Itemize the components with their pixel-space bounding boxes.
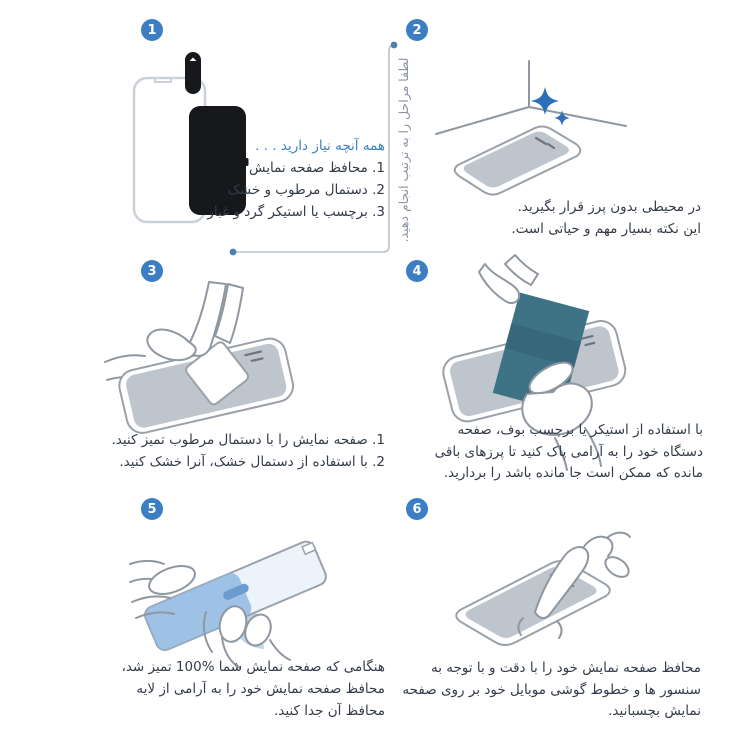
bracket-dot-top bbox=[391, 42, 398, 49]
caption-line: محافظ صفحه نمایش خود را با دقت و با توجه به bbox=[430, 660, 701, 676]
caption-line: هنگامی که صفحه نمایش شما %100 تمیز شد، bbox=[121, 659, 385, 675]
step-1-item: 1. محافظ صفحه نمایش bbox=[249, 160, 385, 176]
caption-line: مانده که ممکن است جا مانده باشد را بردارید. bbox=[443, 465, 703, 481]
note-bracket bbox=[220, 35, 410, 265]
sparkle-icon bbox=[531, 87, 559, 115]
caption-line: با استفاده از استیکر یا برچسب بوف، صفحه bbox=[457, 422, 703, 438]
step-6-illustration bbox=[435, 515, 635, 670]
caption-line: محافظ صفحه نمایش خود را به آرامی از لایه bbox=[136, 681, 385, 697]
step-2-illustration bbox=[428, 55, 638, 205]
step-6-caption bbox=[402, 658, 701, 723]
order-note: لطفا مراحل را به ترتیب انجام دهید. bbox=[396, 57, 411, 243]
step-3-illustration bbox=[105, 282, 335, 442]
step-5-caption bbox=[121, 656, 385, 722]
step-5-badge bbox=[141, 498, 163, 520]
step-1-title: همه آنچه نیاز دارید . . . bbox=[255, 138, 385, 154]
step-4-caption bbox=[435, 420, 703, 485]
step-5-illustration bbox=[130, 518, 340, 668]
step-4-number: 4 bbox=[412, 263, 422, 279]
step-1-item: 2. دستمال مرطوب و خشک bbox=[227, 182, 385, 198]
room-corner-lines bbox=[436, 61, 626, 134]
phone-flat bbox=[456, 561, 610, 645]
caption-line: نمایش بچسبانید. bbox=[608, 703, 701, 719]
step-1-number: 1 bbox=[147, 22, 157, 38]
caption-line: در محیطی بدون پرز قرار بگیرید. bbox=[517, 199, 701, 215]
step-3-badge bbox=[141, 260, 163, 282]
phone-flat bbox=[455, 127, 581, 195]
step-2-number: 2 bbox=[412, 22, 422, 38]
step-2-caption bbox=[511, 196, 701, 240]
caption-line: 2. با استفاده از دستمال خشک، آنرا خشک کنید. bbox=[119, 454, 385, 470]
step-3-caption bbox=[111, 429, 385, 473]
step-3-number: 3 bbox=[147, 263, 157, 279]
caption-line: محافظ آن جدا کنید. bbox=[274, 703, 385, 719]
bracket-dot-left bbox=[230, 249, 237, 256]
caption-line: 1. صفحه نمایش را با دستمال مرطوب تمیز کنید. bbox=[111, 432, 385, 448]
step-6-badge bbox=[406, 498, 428, 520]
caption-line: این نکته بسیار مهم و حیاتی است. bbox=[511, 221, 701, 237]
step-5-number: 5 bbox=[147, 501, 157, 517]
caption-line: سنسور ها و خطوط گوشی موبایل خود بر روی صفحه bbox=[402, 681, 701, 698]
step-1-badge bbox=[141, 19, 163, 41]
bracket-line bbox=[233, 45, 394, 252]
step-1-item: 3. برچسب یا استیکر گرد و غبار bbox=[207, 204, 385, 220]
step-6-number: 6 bbox=[412, 501, 422, 517]
caption-line: دستگاه خود را به آرامی پاک کنید تا پرزهای باقی bbox=[434, 443, 703, 460]
